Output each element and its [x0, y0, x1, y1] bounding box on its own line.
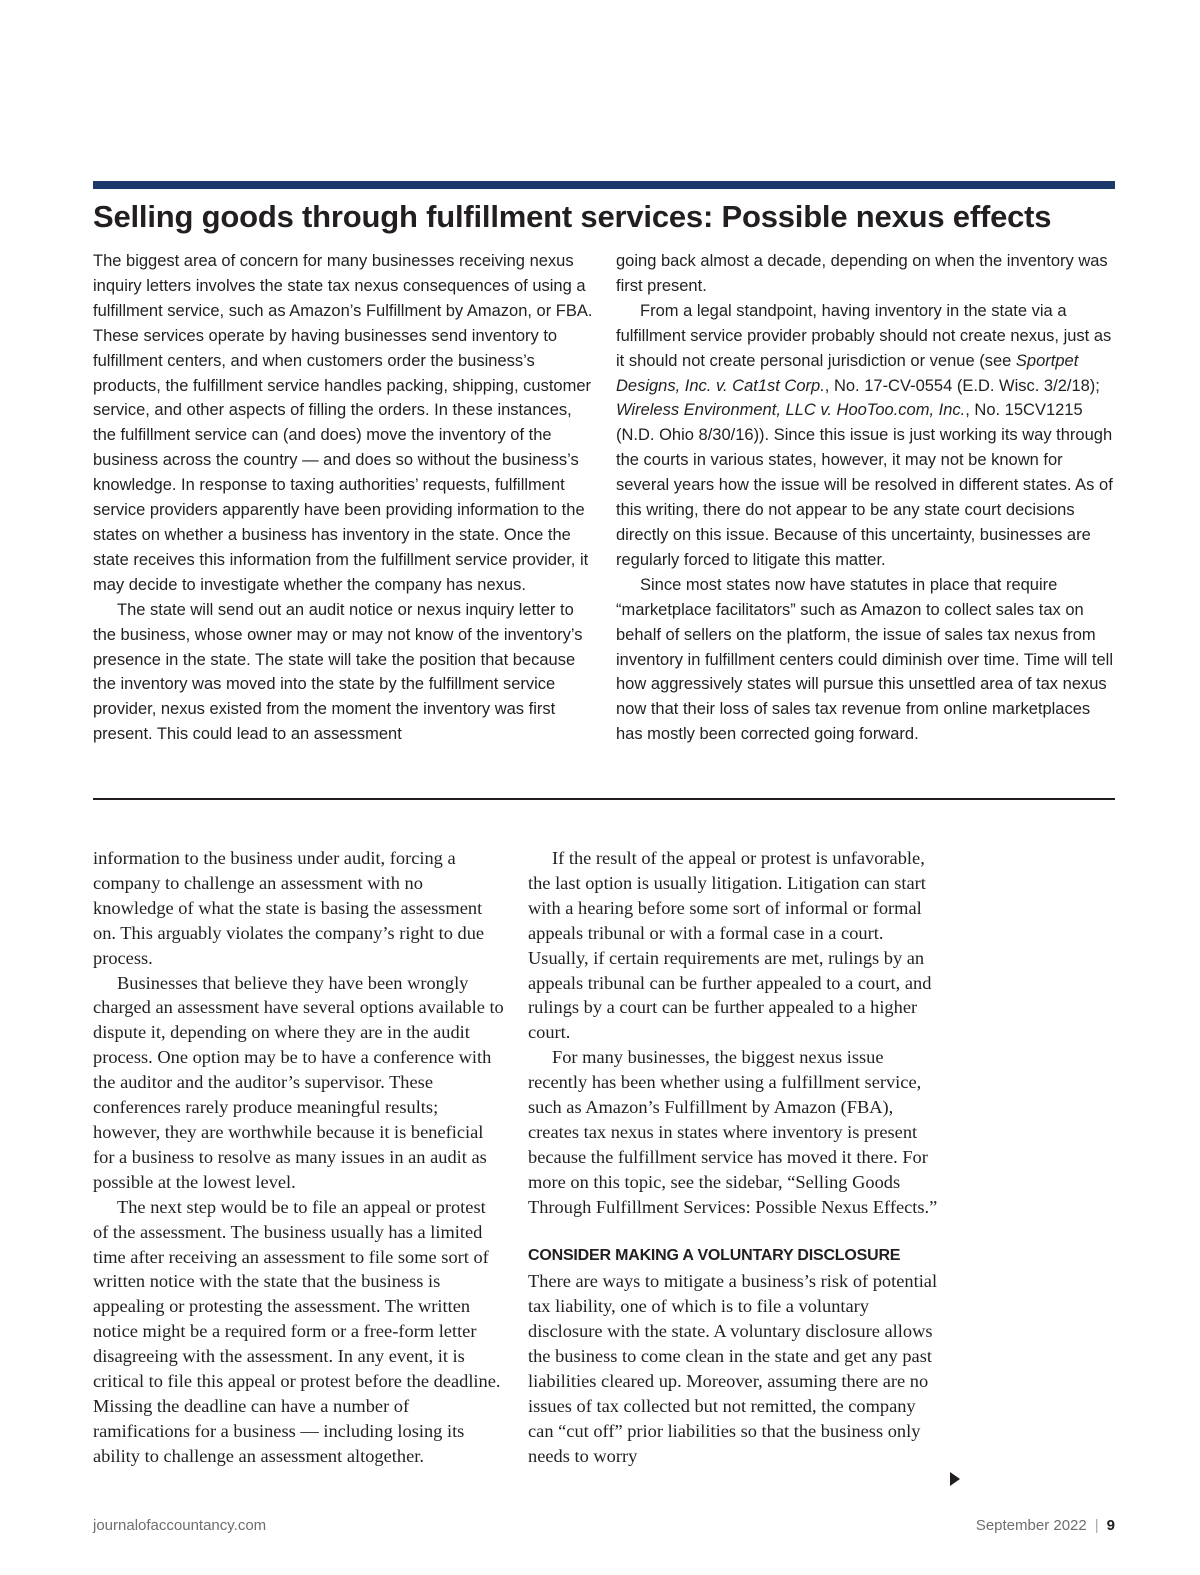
body-right-column: [528, 846, 940, 1469]
sidebar-paragraph-citations: [616, 299, 1116, 573]
sidebar-paragraph: Since most states now have statutes in place that require “marketplace facilitators” such as Amazon to collect sales tax on behalf of sellers on the platform, the issue of sales tax nexus from inventory in fulfillment centers could diminish over time. Time will tell how aggressively states will pursue this unsettled area of tax nexus now that their loss of sales tax revenue from online marketplaces has mostly been corrected going forward.: [616, 575, 1114, 744]
citation-text: , No. 17-CV-0554 (E.D. Wisc. 3/2/18);: [824, 376, 1100, 395]
citation-text: From a legal standpoint, having inventory in the state via a fulfillment service provider probably should not create nexus, just as it should not create personal jurisdiction or venue (see: [616, 301, 1112, 370]
body-paragraph: There are ways to mitigate a business’s risk of potential tax liability, one of which is to file a voluntary disclosure with the state. A voluntary disclosure allows the business to come clean in the state and get any past liabilities cleared up. Moreover, assuming there are no issues of tax collected but not remitted, the company can “cut off” prior liabilities so that the business only needs to worry: [528, 1271, 938, 1466]
body-paragraph: If the result of the appeal or protest is unfavorable, the last option is usually litigation. Litigation can start with a hearing before some sort of informal or formal appeals tribunal or with a formal case in a court. Usually, if certain requirements are met, rulings by an appeals tribunal can be further appealed to a court, and rulings by a court can be further appealed to a higher court.: [528, 848, 932, 1043]
footer-website: journalofaccountancy.com: [93, 1517, 267, 1534]
body-left-column: [93, 846, 505, 1469]
page-number: 9: [1106, 1517, 1115, 1534]
sidebar-left-column: [93, 249, 593, 747]
sidebar-paragraph: going back almost a decade, depending on when the inventory was first present.: [616, 252, 1108, 295]
footer-date-page: [976, 1517, 1115, 1534]
sidebar-bottom-rule: [93, 798, 1115, 800]
body-paragraph: For many businesses, the biggest nexus issue recently has been whether using a fulfillment service, such as Amazon’s Fulfillment by Amazon (FBA), creates tax nexus in states where inventory is present because the fulfillment service has moved it there. For more on this topic, see the sidebar, “Selling Goods Through Fulfillment Services: Possible Nexus Effects.”: [528, 1047, 938, 1217]
sidebar-right-column: [616, 249, 1116, 747]
sidebar-paragraph: The state will send out an audit notice or nexus inquiry letter to the business, whose owner may or may not know of the inventory’s presence in the state. The state will take the position that because the inventory was moved into the state by the fulfillment service provider, nexus existed from the moment the inventory was first present. This could lead to an assessment: [93, 600, 583, 744]
sidebar-top-rule: [93, 181, 1115, 189]
body-paragraph: Businesses that believe they have been wrongly charged an assessment have several options available to dispute it, depending on where they are in the audit process. One option may be to have a conference with the auditor and the auditor’s supervisor. These conferences rarely produce meaningful results; however, they are worthwhile because it is beneficial for a business to resolve as many issues in an audit as possible at the lowest level.: [93, 972, 504, 1192]
sidebar-paragraph: The biggest area of concern for many businesses receiving nexus inquiry letters involves the state tax nexus consequences of using a fulfillment service, such as Amazon’s Fulfillment by Amazon, or FBA. These services operate by having businesses send inventory to fulfillment centers, and when customers order the business’s products, the fulfillment service handles packing, shipping, customer service, and other aspects of filling the orders. In these instances, the fulfillment service can (and does) move the inventory of the business across the country — and does so without the business’s knowledge. In response to taxing authorities’ requests, fulfillment service providers apparently have been providing information to the states on whether a business has inventory in the state. Once the state receives this information from the fulfillment service provider, it may decide to investigate whether the company has nexus.: [93, 252, 593, 594]
footer-separator: |: [1094, 1517, 1099, 1534]
citation-text: , No. 15CV1215 (N.D. Ohio 8/30/16)). Since this issue is just working its way through the courts in various states, however, it may not be known for several years how the issue will be resolved in different states. As of this writing, there do not appear to be any state court decisions directly on this issue. Because of this uncertainty, businesses are regularly forced to litigate this matter.: [616, 401, 1113, 569]
sidebar-title: Selling goods through fulfillment services: Possible nexus effects: [93, 199, 1052, 234]
case-name: Sportpet Designs, Inc. v. Cat1st Corp.: [616, 351, 1079, 395]
body-paragraph: information to the business under audit, forcing a company to challenge an assessment with no knowledge of what the state is basing the assessment on. This arguably violates the company’s right to due process.: [93, 848, 485, 968]
triangle-right-icon: [950, 1472, 960, 1486]
section-heading: CONSIDER MAKING A VOLUNTARY DISCLOSURE: [528, 1247, 901, 1265]
case-name: Wireless Environment, LLC v. HooToo.com, Inc.: [616, 401, 966, 420]
body-paragraph: The next step would be to file an appeal or protest of the assessment. The business usually has a limited time after receiving an assessment to file some sort of written notice with the state that the business is appealing or protesting the assessment. The written notice might be a required form or a free-form letter disagreeing with the assessment. In any event, it is critical to file this appeal or protest before the deadline. Missing the deadline can have a number of ramifications for a business — including losing its ability to challenge an assessment altogether.: [93, 1196, 501, 1466]
section-spacer: [528, 1220, 940, 1245]
footer-date: September 2022: [975, 1517, 1087, 1534]
